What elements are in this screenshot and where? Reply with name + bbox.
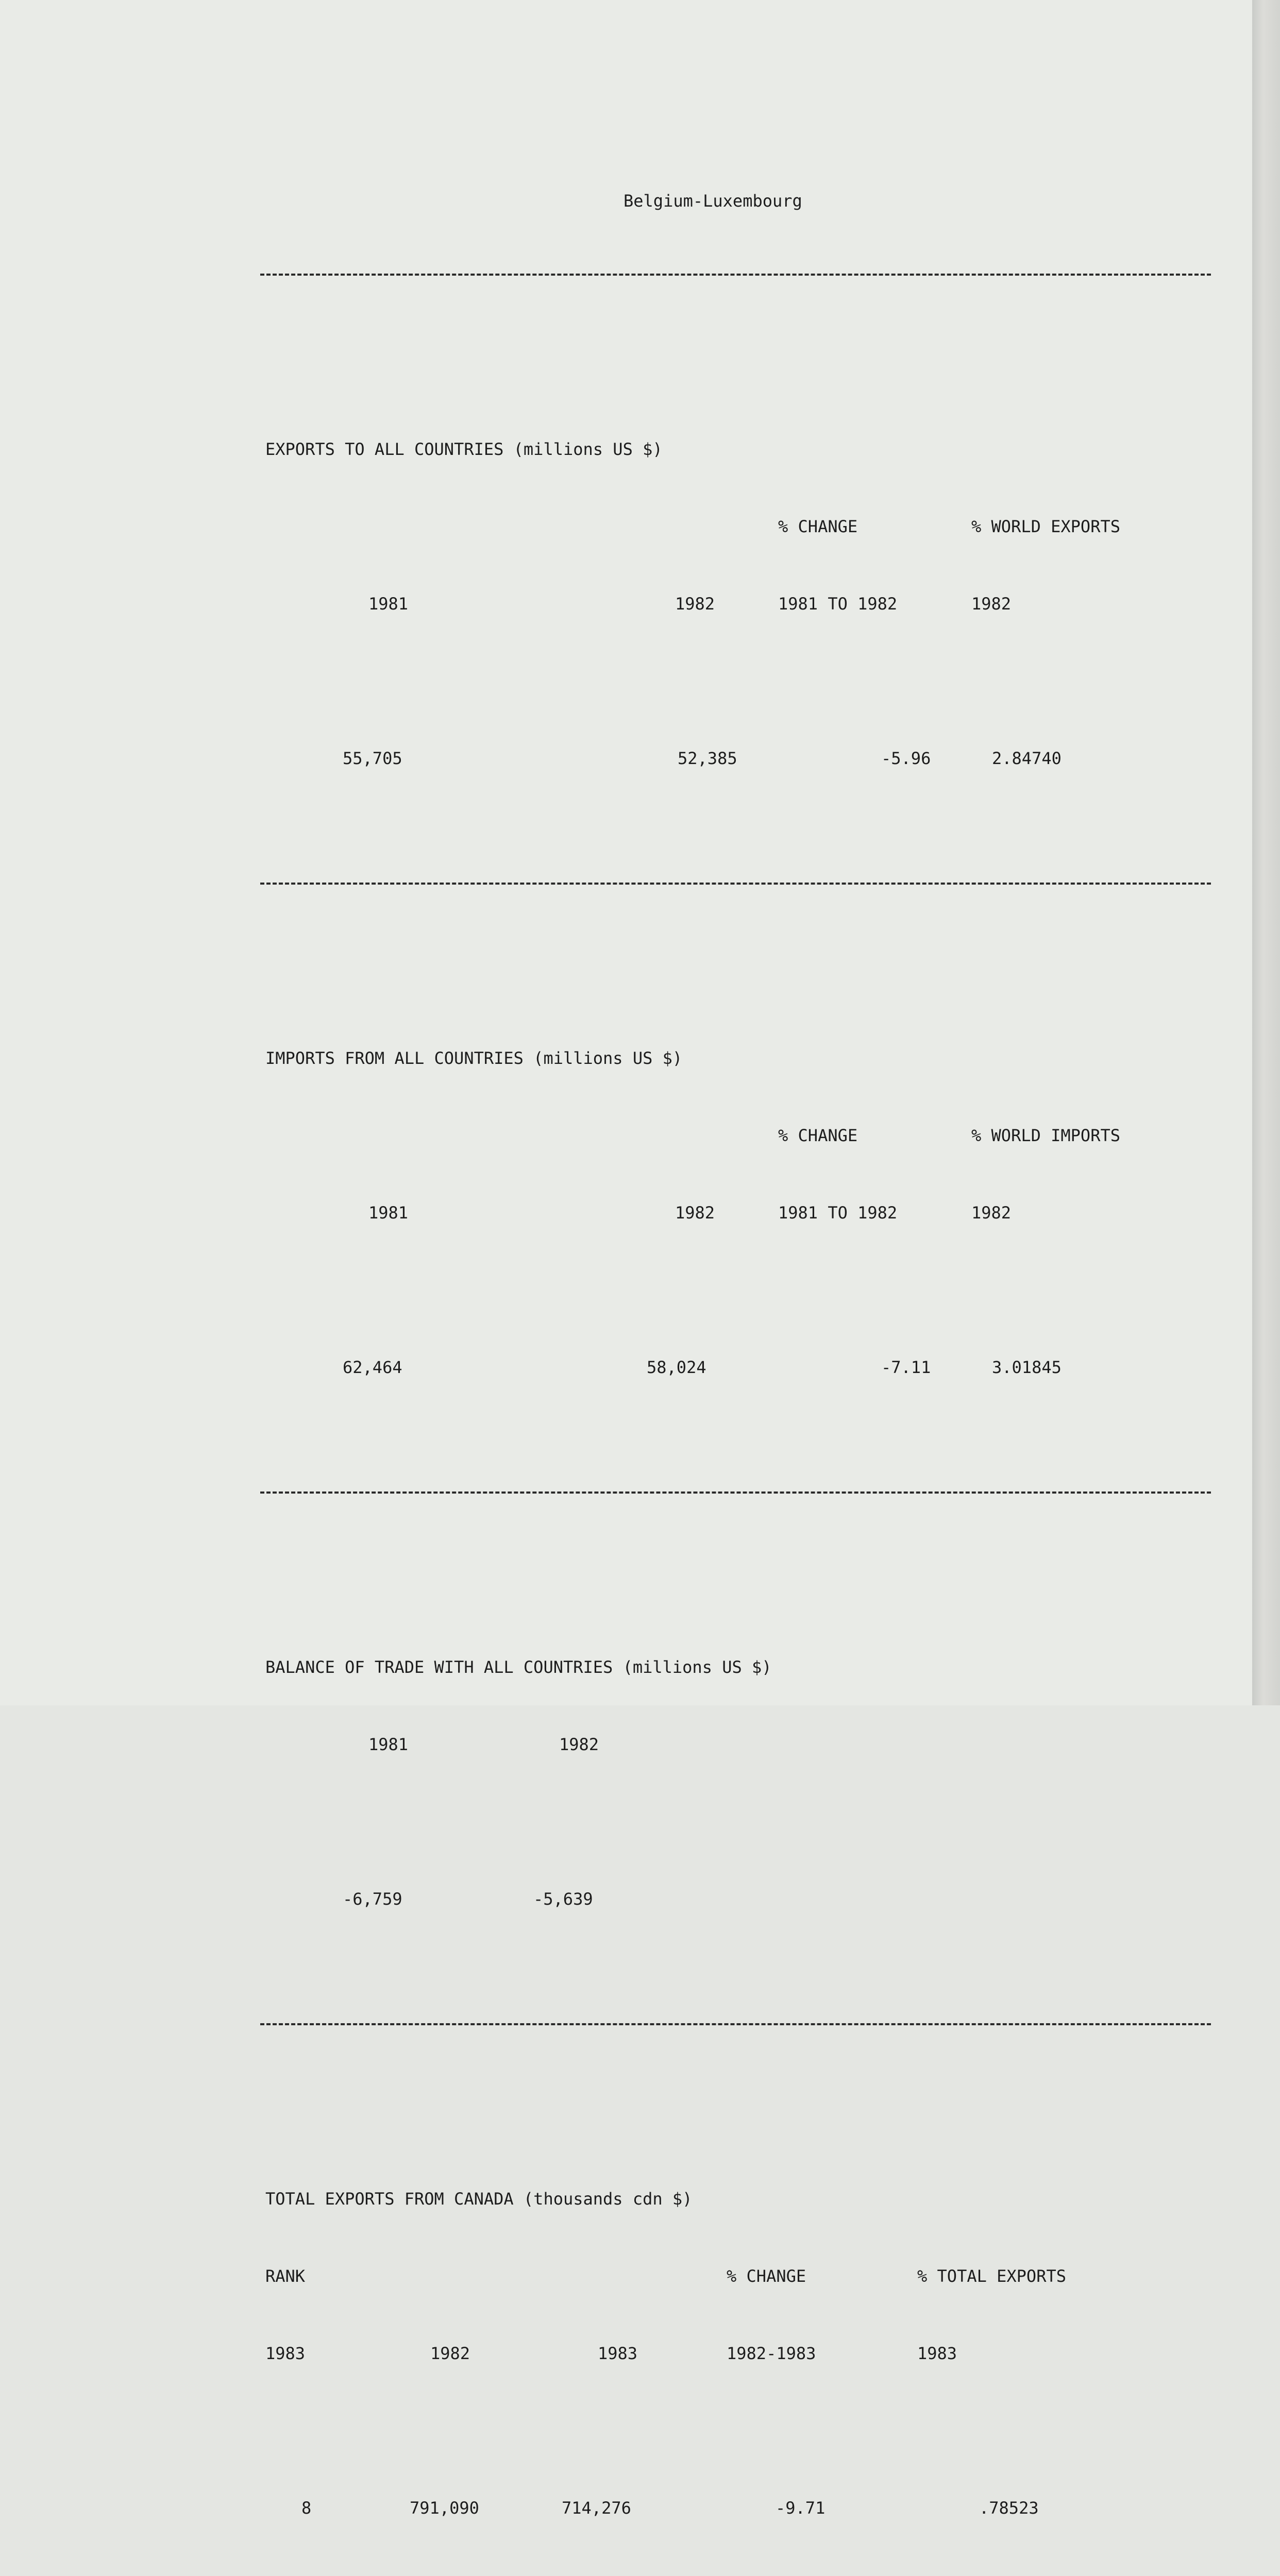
col-header-share: % TOTAL EXPORTS [917,2266,1066,2286]
divider [260,1492,1211,1494]
divider [260,274,1211,276]
value-2: 714,276 [562,2498,631,2518]
col-header-change: % CHANGE [727,2266,806,2286]
year-2: 1982 [675,1203,715,1223]
year-1: 1981 [368,1203,409,1223]
share-year: 1983 [917,2344,957,2363]
col-header-world: % WORLD IMPORTS [971,1126,1120,1145]
value-1: 791,090 [410,2498,479,2518]
value-change: -7.11 [881,1358,931,1377]
value-2: 52,385 [678,749,737,768]
year-2: 1982 [675,594,715,614]
page-edge-shadow [1252,0,1280,1705]
exports-all-section [260,385,1211,823]
value-change: -9.71 [776,2498,826,2518]
col-header-change: % CHANGE [778,517,858,536]
value-1: 55,705 [343,749,402,768]
value-change: -5.96 [881,749,931,768]
col-header-change: % CHANGE [778,1126,858,1145]
world-year: 1982 [971,1203,1012,1223]
value-share: .78523 [979,2498,1039,2518]
divider [260,2023,1211,2025]
rank-value: 8 [301,2498,312,2518]
value-world: 2.84740 [992,749,1062,768]
world-year: 1982 [971,594,1012,614]
year-2: 1982 [559,1735,599,1754]
imports-all-section [260,994,1211,1432]
change-range: 1982-1983 [727,2344,816,2363]
year-1: 1982 [430,2344,470,2363]
change-range: 1981 TO 1982 [778,1203,898,1223]
year-1: 1981 [368,1735,409,1754]
value-1: 62,464 [343,1358,402,1377]
value-2: -5,639 [533,1889,593,1909]
value-world: 3.01845 [992,1358,1062,1377]
section-heading: IMPORTS FROM ALL COUNTRIES (millions US $) [265,1048,683,1068]
col-header-rank: RANK [265,2266,306,2286]
value-1: -6,759 [343,1889,402,1909]
section-heading: BALANCE OF TRADE WITH ALL COUNTRIES (millions US $) [265,1657,772,1677]
year-1: 1981 [368,594,409,614]
page-title: Belgium-Luxembourg [624,191,802,211]
document-body [260,111,1211,2576]
col-header-world: % WORLD EXPORTS [971,517,1120,536]
change-range: 1981 TO 1982 [778,594,898,614]
total-exports-canada-section [260,2134,1211,2572]
value-2: 58,024 [647,1358,706,1377]
section-heading: TOTAL EXPORTS FROM CANADA (thousands cdn $) [265,2189,693,2209]
divider [260,883,1211,885]
rank-year: 1983 [265,2344,306,2363]
section-heading: EXPORTS TO ALL COUNTRIES (millions US $) [265,439,663,459]
balance-all-section [260,1603,1211,1963]
year-2: 1983 [598,2344,638,2363]
